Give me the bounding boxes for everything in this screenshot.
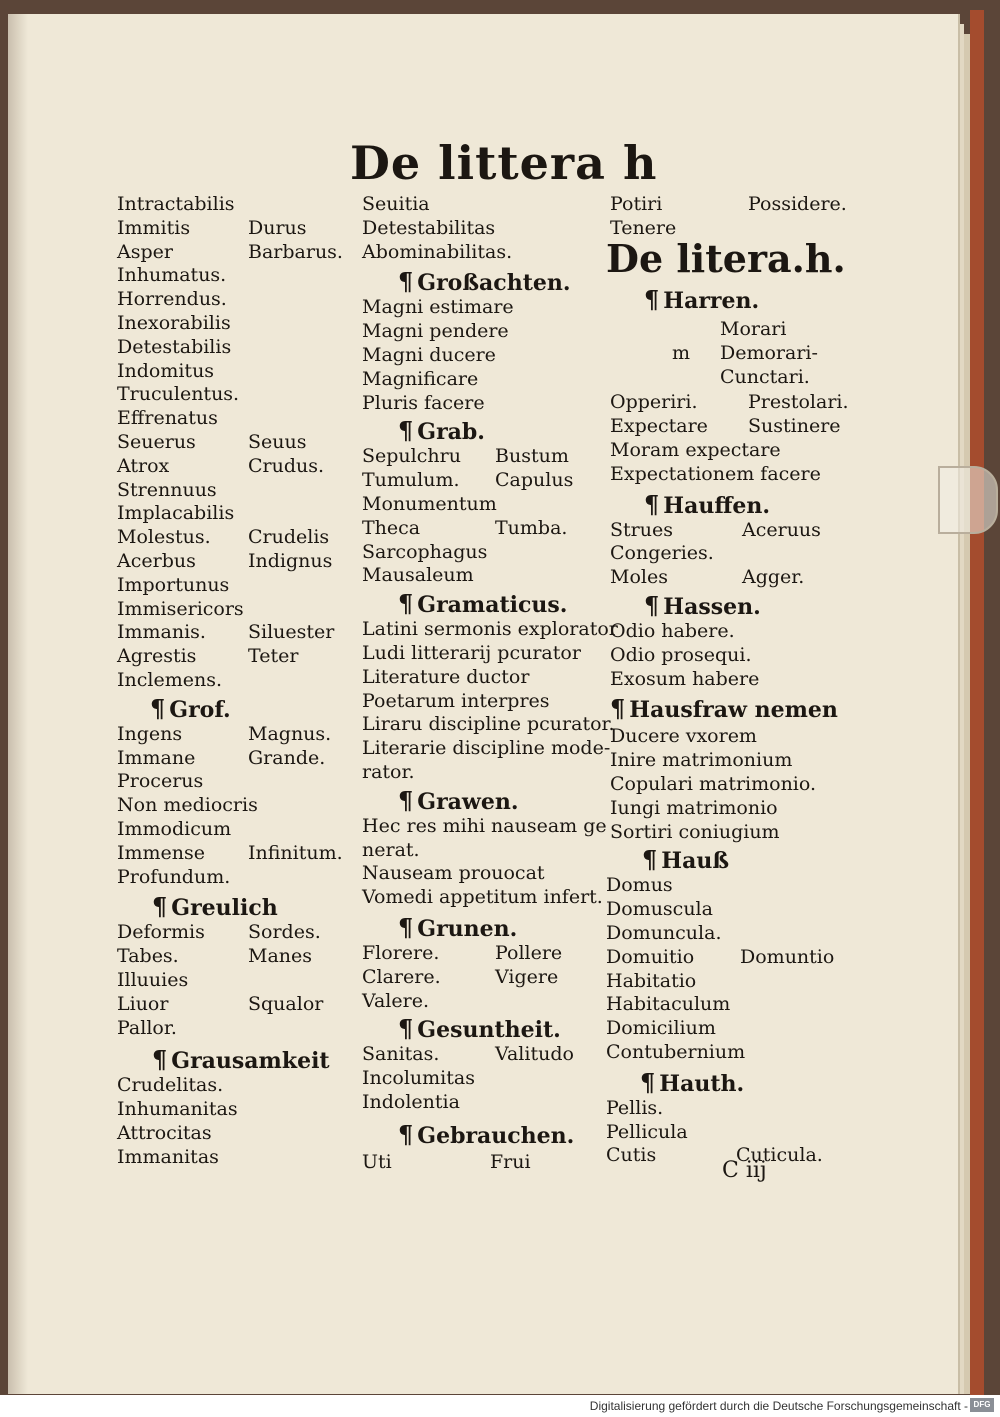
entry-word: Acerbus (117, 550, 196, 572)
entry-word: Magni estimare (362, 296, 514, 319)
entry-word: Squalor (248, 992, 324, 1015)
section-title-text: Grab. (417, 419, 485, 446)
bookmark-tab (938, 466, 998, 534)
entry-word: Crudelitas. (117, 1074, 224, 1097)
entry-word: Sortiri coniugium (610, 820, 780, 843)
entry-word: Immane (117, 746, 196, 769)
entry-word: Seuerus (117, 431, 196, 453)
dfg-logo: DFG (970, 1398, 994, 1412)
entry-word: Sarcophagus (362, 540, 488, 563)
entry-word: Procerus (117, 770, 204, 793)
pilcrow-icon: ¶ (398, 416, 414, 446)
entry-word: Moram expectare (610, 439, 781, 461)
entry-word: Prestolari. (748, 391, 849, 414)
entry-word: Poetarum interpres (362, 689, 550, 712)
section-title (398, 416, 485, 446)
section-title-text: Hauth. (659, 1070, 745, 1097)
entry-word: Pluris facere (362, 391, 485, 414)
entry-word: Effrenatus (117, 407, 218, 430)
section-title (152, 892, 278, 922)
section-title (398, 913, 518, 942)
entry-word: Detestabilis (117, 335, 232, 358)
entry-word: Odio habere. (610, 620, 735, 642)
entry-word: nerat. (362, 838, 420, 861)
entry-word: Liraru discipline pcurator. (362, 713, 615, 736)
pilcrow-icon: ¶ (644, 591, 660, 620)
entry-word: m (672, 341, 691, 364)
entry-word: Indomitus (117, 359, 215, 382)
entry-word: Horrendus. (117, 288, 227, 311)
entry-word: Durus (248, 216, 307, 239)
entry-word: Expectationem facere (610, 462, 821, 485)
entry-word: Domuncula. (606, 922, 722, 944)
entry-word: Demorari- (720, 341, 818, 364)
entry-word: Valere. (362, 989, 429, 1012)
entry-word: rator. (362, 761, 415, 783)
entry-word: Ducere vxorem (610, 725, 757, 748)
section-title (610, 694, 838, 724)
entry-word: Immodicum (117, 818, 232, 840)
entry-word: Atrox (117, 454, 170, 477)
signature-mark: C iij (722, 1158, 767, 1183)
entry-word: Copulari matrimonio. (610, 773, 817, 795)
entry-word: Morari (720, 318, 787, 340)
entry-word: Aceruus (742, 518, 821, 541)
entry-word: Ingens (117, 722, 183, 745)
entry-word: Inhumanitas (117, 1098, 238, 1121)
entry-word: Theca (362, 516, 421, 539)
pilcrow-icon: ¶ (398, 589, 414, 619)
entry-word: Intractabilis (117, 193, 235, 215)
entry-word: Importunus (117, 573, 230, 596)
entry-word: Possidere. (748, 193, 847, 215)
section-title-text: Grunen. (417, 916, 518, 942)
book-cover-edge (970, 10, 984, 1400)
entry-word: Seuus (248, 431, 307, 453)
entry-word: Florere. (362, 942, 440, 964)
entry-word: Indignus (248, 550, 333, 572)
entry-word: Mausaleum (362, 564, 474, 587)
entry-word: Bustum (495, 445, 569, 468)
section-title-text: Greulich (171, 895, 278, 922)
entry-word: Cutis (606, 1144, 657, 1167)
section-title-text: Großachten. (417, 270, 571, 297)
entry-word: Potiri (610, 193, 663, 215)
entry-word: Monumentum (362, 493, 497, 515)
entry-word: Immense (117, 841, 206, 864)
entry-word: Literarie discipline mode- (362, 737, 611, 760)
page-heading: De littera h (350, 136, 658, 190)
entry-word: Magni ducere (362, 344, 496, 366)
entry-word: Liuor (117, 992, 169, 1015)
pilcrow-icon: ¶ (644, 489, 660, 519)
pilcrow-icon: ¶ (398, 913, 414, 942)
entry-word: Infinitum. (248, 841, 343, 864)
entry-word: Sepulchru (362, 445, 461, 468)
entry-word: Iungi matrimonio (610, 796, 778, 819)
entry-word: Immanis. (117, 621, 206, 644)
entry-word: Exosum habere (610, 667, 760, 690)
entry-word: Siluester (248, 621, 335, 644)
pilcrow-icon: ¶ (398, 785, 414, 815)
pilcrow-icon: ¶ (398, 1119, 414, 1149)
section-title (644, 285, 760, 314)
footer-text: Digitalisierung gefördert durch die Deutsche Forschungsgemeinschaft - (589, 1399, 968, 1413)
entry-word: Domuntio (740, 945, 835, 968)
pilcrow-icon: ¶ (150, 693, 166, 723)
entry-word: Illuuies (117, 969, 189, 991)
pilcrow-icon: ¶ (398, 267, 414, 297)
entry-word: Inclemens. (117, 669, 222, 691)
pilcrow-icon: ¶ (398, 1014, 414, 1044)
entry-word: Strennuus (117, 478, 217, 501)
pilcrow-icon: ¶ (152, 892, 168, 922)
section-title (398, 785, 519, 815)
entry-word: Tabes. (117, 945, 179, 968)
section-title-text: Hauß (661, 848, 730, 875)
entry-word: Sustinere (748, 415, 841, 438)
entry-word: Magnus. (248, 722, 332, 745)
entry-word: Frui (490, 1150, 531, 1173)
entry-word: Molestus. (117, 526, 211, 549)
entry-word: Congeries. (610, 542, 714, 565)
entry-word: Detestabilitas (362, 216, 496, 239)
entry-word: Opperiri. (610, 391, 698, 414)
entry-word: Pellicula (606, 1120, 688, 1143)
section-title-text: Hassen. (663, 594, 761, 620)
pilcrow-icon: ¶ (610, 694, 626, 724)
entry-word: Manes (248, 945, 313, 968)
entry-word: Capulus (495, 469, 574, 492)
entry-word: Magni pendere (362, 320, 509, 343)
entry-word: Non mediocris (117, 794, 258, 817)
entry-word: Tumulum. (362, 469, 460, 492)
entry-word: Contubernium (606, 1041, 746, 1063)
section-title (398, 267, 571, 297)
entry-word: Attrocitas (117, 1122, 212, 1144)
entry-word: Odio prosequi. (610, 643, 752, 666)
entry-word: Tenere (610, 216, 677, 239)
entry-word: Latini sermonis explorator (362, 618, 618, 641)
entry-word: Clarere. (362, 965, 441, 988)
pilcrow-icon: ¶ (644, 285, 660, 314)
entry-word: Vigere (495, 965, 559, 988)
pilcrow-icon: ¶ (152, 1045, 168, 1075)
section-title-text: Harren. (663, 288, 760, 314)
entry-word: Domicilium (606, 1017, 716, 1040)
entry-word: Truculentus. (117, 383, 240, 406)
section-title-text: Hausfraw nemen (629, 697, 838, 724)
entry-word: Agger. (742, 566, 805, 589)
entry-word: Magnificare (362, 367, 479, 390)
section-title (644, 591, 761, 620)
section-title (150, 693, 231, 723)
entry-word: Tumba. (495, 516, 568, 539)
section-title (640, 1067, 745, 1097)
section-title-text: Grof. (169, 696, 231, 723)
section-title-text: Gramaticus. (417, 592, 568, 619)
entry-word: Immanitas (117, 1145, 219, 1168)
entry-word: Moles (610, 566, 668, 589)
entry-word: Sordes. (248, 921, 321, 944)
section-title (644, 489, 771, 519)
section-title (642, 845, 730, 875)
entry-word: Cuticula. (736, 1144, 823, 1167)
entry-word: Asper (117, 240, 173, 263)
page-edge (964, 34, 970, 1394)
section-title (152, 1045, 330, 1075)
entry-word: Strues (610, 518, 673, 541)
entry-word: Profundum. (117, 865, 231, 888)
entry-word: Barbarus. (248, 240, 343, 263)
entry-word: Uti (362, 1150, 392, 1173)
entry-word: Grande. (248, 746, 326, 769)
entry-word: Ludi litterarij pcurator (362, 642, 581, 664)
entry-word: Inhumatus. (117, 264, 227, 287)
entry-word: Teter (248, 645, 299, 668)
section-title (398, 1119, 575, 1149)
entry-word: Deformis (117, 921, 205, 944)
section-heading-h: De litera.h. (606, 236, 846, 281)
entry-word: Seuitia (362, 193, 430, 215)
section-title-text: Gesuntheit. (417, 1017, 561, 1044)
entry-word: Incolumitas (362, 1067, 475, 1090)
entry-word: Abominabilitas. (362, 240, 513, 263)
entry-word: Expectare (610, 415, 708, 438)
section-title-text: Grausamkeit (171, 1048, 330, 1075)
entry-word: Sanitas. (362, 1043, 440, 1066)
entry-word: Pellis. (606, 1096, 664, 1119)
gutter-shadow (8, 14, 28, 1394)
entry-word: Valitudo (495, 1043, 574, 1066)
entry-word: Domuscula (606, 898, 713, 921)
section-title (398, 589, 568, 619)
entry-word: Indolentia (362, 1091, 460, 1113)
entry-word: Immitis (117, 216, 191, 239)
section-title (398, 1014, 561, 1044)
entry-word: Habitatio (606, 969, 697, 992)
footer-bar (0, 1395, 1000, 1417)
entry-word: Cunctari. (720, 365, 810, 388)
entry-word: Habitaculum (606, 993, 731, 1016)
section-title-text: Gebrauchen. (417, 1122, 575, 1149)
entry-word: Domuitio (606, 945, 695, 968)
entry-word: Inire matrimonium (610, 749, 793, 772)
entry-word: Crudus. (248, 454, 325, 477)
entry-word: Crudelis (248, 526, 330, 549)
entry-word: Pollere (495, 942, 563, 964)
entry-word: Immisericors (117, 597, 244, 620)
entry-word: Domus (606, 874, 673, 897)
section-title-text: Hauffen. (663, 492, 771, 519)
entry-word: Vomedi appetitum infert. (362, 886, 603, 909)
section-title-text: Grawen. (417, 788, 519, 815)
pilcrow-icon: ¶ (642, 845, 658, 875)
entry-word: Implacabilis (117, 502, 235, 525)
entry-word: Agrestis (117, 645, 197, 668)
entry-word: Literature ductor (362, 665, 530, 688)
entry-word: Inexorabilis (117, 312, 231, 334)
entry-word: Nauseam prouocat (362, 862, 545, 885)
entry-word: Hec res mihi nauseam ge (362, 814, 607, 837)
entry-word: Pallor. (117, 1016, 177, 1039)
pilcrow-icon: ¶ (640, 1067, 656, 1097)
